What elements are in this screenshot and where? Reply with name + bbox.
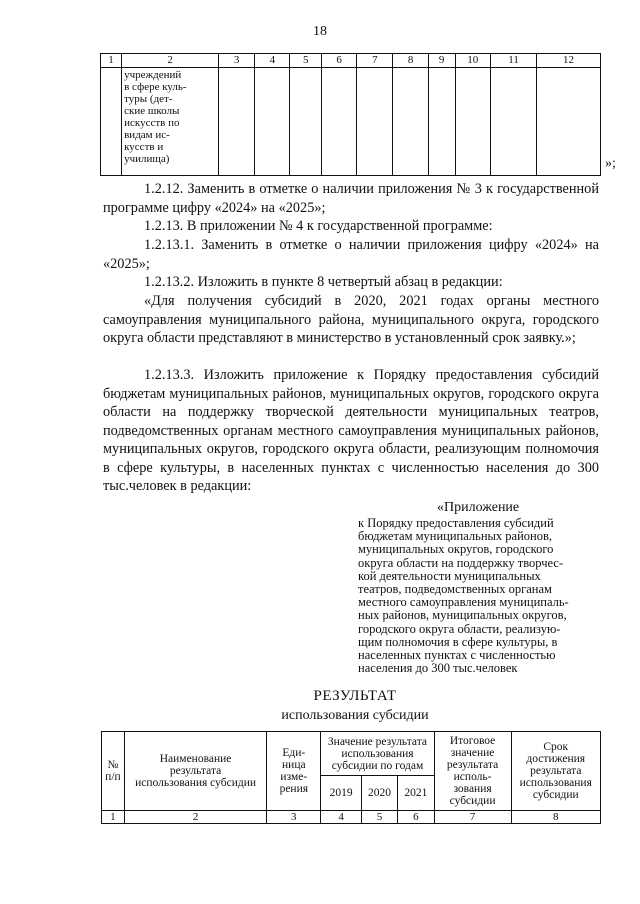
page-number: 18 bbox=[313, 24, 327, 39]
result-subtitle: использования субсидии bbox=[281, 708, 429, 723]
column-number: 3 bbox=[219, 54, 255, 68]
paragraph-1-2-13-1: 1.2.13.1. Заменить в отметке о наличии приложения цифру «2024» на «2025»; bbox=[103, 237, 599, 272]
column-number: 7 bbox=[357, 54, 393, 68]
paragraph-1-2-12: 1.2.12. Заменить в отметке о наличии приложения № 3 к государственной программе цифру «2024» на «2025»; bbox=[103, 181, 599, 216]
column-number: 8 bbox=[511, 811, 600, 824]
row-label: учреждений в сфере куль- туры (дет- ские школы искусств по видам ис- кусств и училища) bbox=[124, 69, 187, 165]
column-number: 4 bbox=[321, 811, 362, 824]
table-cell bbox=[357, 68, 393, 176]
header-values: Значение результата использования субсидии по годам bbox=[321, 732, 434, 776]
column-number: 12 bbox=[537, 54, 601, 68]
table-cell bbox=[255, 68, 290, 176]
table-cell bbox=[428, 68, 455, 176]
column-number: 6 bbox=[321, 54, 356, 68]
column-number: 6 bbox=[398, 811, 434, 824]
column-number: 1 bbox=[101, 54, 122, 68]
table-cell bbox=[219, 68, 255, 176]
header-row bbox=[102, 732, 601, 776]
header-term: Срок достижения результата использования субсидии bbox=[511, 732, 600, 811]
header-name: Наименование результата использования субсидии bbox=[124, 732, 266, 811]
column-number: 1 bbox=[102, 811, 125, 824]
result-title: РЕЗУЛЬТАТ bbox=[313, 688, 397, 704]
table-cell bbox=[491, 68, 537, 176]
table-row bbox=[101, 68, 601, 176]
table-cell bbox=[122, 68, 219, 176]
appendix-caption: к Порядку предоставления субсидий бюджетам муниципальных районов, муниципальных округов, городского округа области на поддержку творчес- кой деятельности муниципальных театров, подведомственных органам местного самоуправления муниципаль- ных районов, муниципальных округов, городского округа области, реализую- щим полномочия в сфере культуры, в населенных пунктах с численностью населения до 300 тыс.человек bbox=[358, 516, 569, 676]
continued-table bbox=[100, 53, 601, 176]
column-number: 2 bbox=[124, 811, 266, 824]
table-cell bbox=[290, 68, 322, 176]
paragraph-1-2-13-3: 1.2.13.3. Изложить приложение к Порядку предоставления субсидий бюджетам муниципальных районов, муниципальных округов, городского округа области на поддержку творческой деятельности муниципальных театров, подведомственных органам местного самоуправления муниципальных районов, муниципальных округов, городского округа области, реализующим полномочия в сфере культуры, в населенных пунктах с численностью населения до 300 тыс.человек в редакции: bbox=[103, 367, 599, 494]
column-number-row bbox=[102, 811, 601, 824]
column-number: 9 bbox=[428, 54, 455, 68]
header-num: № п/п bbox=[102, 732, 125, 811]
quoted-paragraph: «Для получения субсидий в 2020, 2021 годах органы местного самоуправления муниципального района, муниципального округа, городского округа области представляют в министерство в установленный срок заявку.»; bbox=[103, 293, 599, 346]
year-cell: 2021 bbox=[398, 776, 434, 811]
result-table bbox=[101, 731, 601, 824]
header-total: Итоговое значение результата исполь- зования субсидии bbox=[434, 732, 511, 811]
table-cell bbox=[101, 68, 122, 176]
column-number: 3 bbox=[267, 811, 321, 824]
year-cell: 2020 bbox=[361, 776, 397, 811]
column-number: 7 bbox=[434, 811, 511, 824]
table-tail-punctuation: »; bbox=[605, 156, 616, 171]
column-number: 10 bbox=[455, 54, 491, 68]
column-number: 5 bbox=[290, 54, 322, 68]
table-cell bbox=[321, 68, 356, 176]
table-cell bbox=[537, 68, 601, 176]
table-cell bbox=[393, 68, 428, 176]
column-number-row bbox=[101, 54, 601, 68]
column-number: 5 bbox=[361, 811, 397, 824]
column-number: 11 bbox=[491, 54, 537, 68]
header-unit: Еди- ница изме- рения bbox=[267, 732, 321, 811]
column-number: 4 bbox=[255, 54, 290, 68]
appendix-title: «Приложение bbox=[437, 500, 520, 515]
column-number: 8 bbox=[393, 54, 428, 68]
column-number: 2 bbox=[122, 54, 219, 68]
year-cell: 2019 bbox=[321, 776, 362, 811]
paragraph-1-2-13: 1.2.13. В приложении № 4 к государственной программе: bbox=[144, 218, 493, 234]
paragraph-1-2-13-2: 1.2.13.2. Изложить в пункте 8 четвертый абзац в редакции: bbox=[144, 274, 503, 290]
table-cell bbox=[455, 68, 491, 176]
